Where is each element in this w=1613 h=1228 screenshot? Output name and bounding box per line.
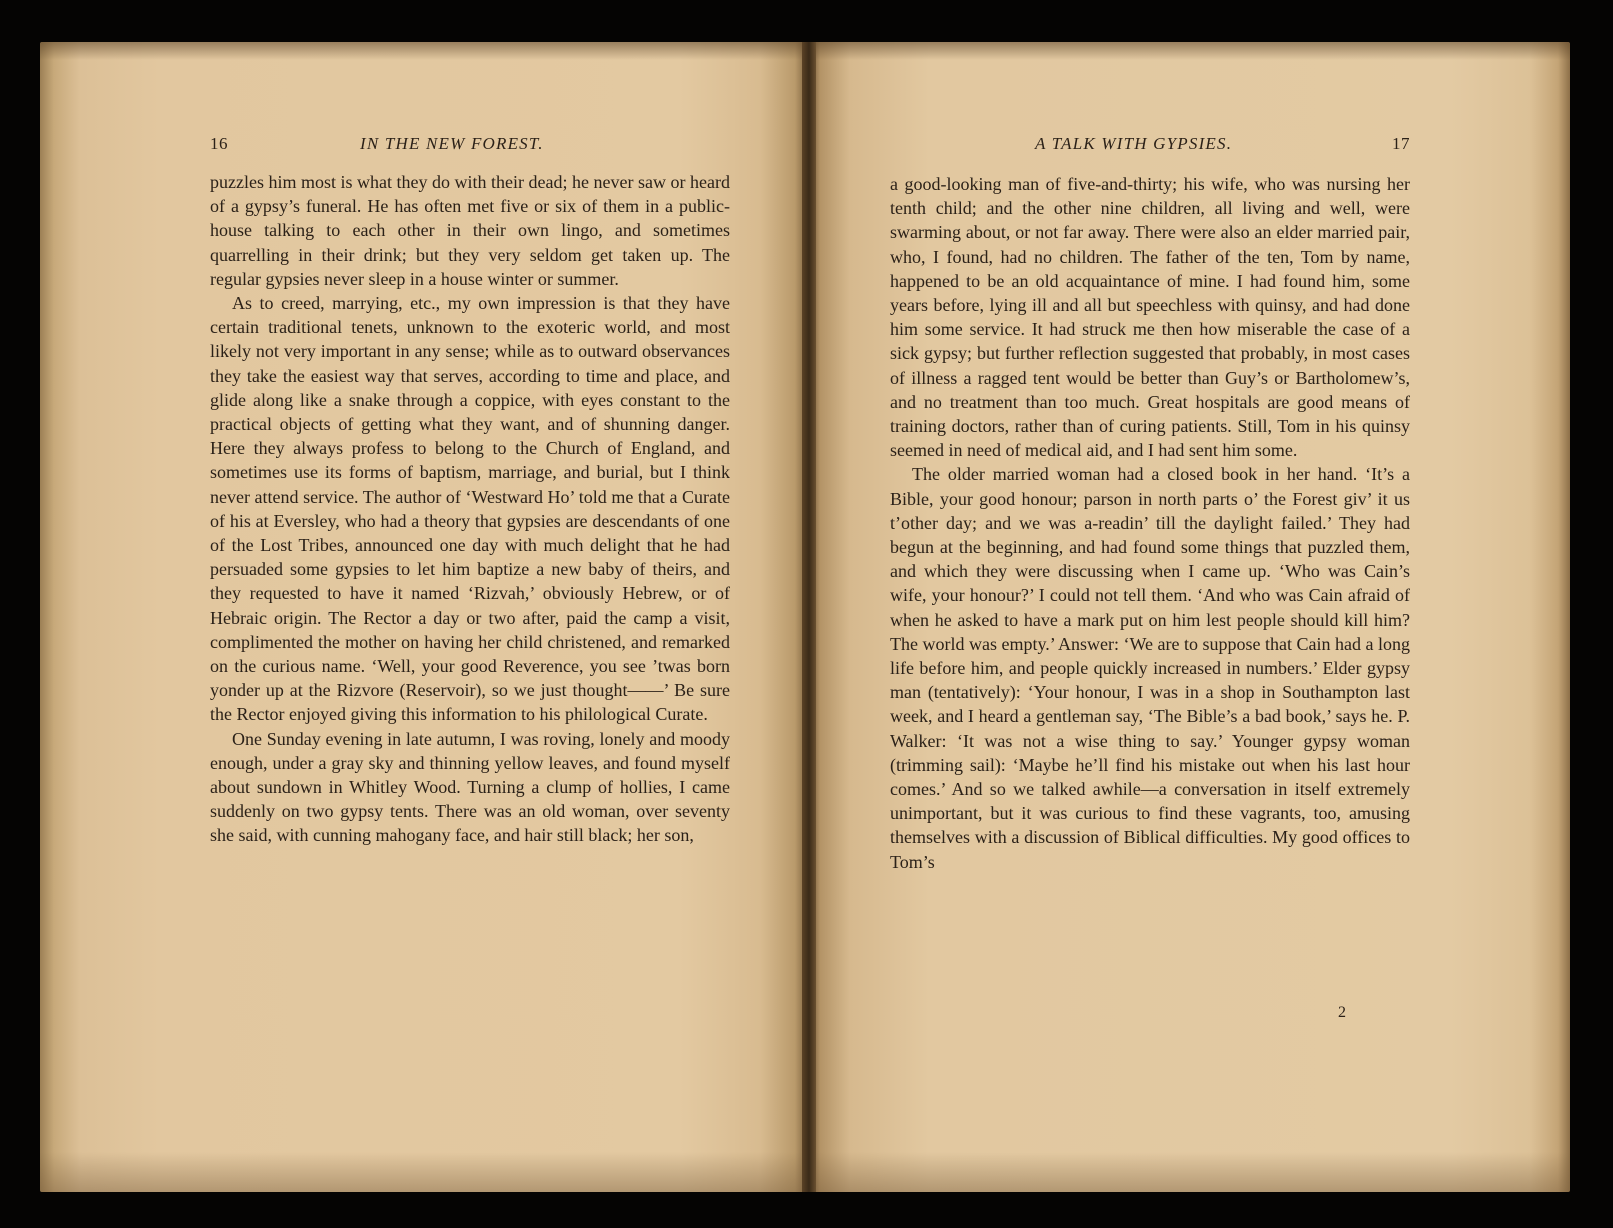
book-spine — [802, 42, 816, 1192]
right-page-body — [890, 172, 1410, 874]
page-number-left: 16 — [210, 134, 228, 153]
page-number-right: 17 — [1392, 134, 1410, 153]
paragraph: As to creed, marrying, etc., my own impression is that they have certain traditional tenets, unknown to the exoteric world, and most likely not very important in any sense; while as to outward observances they take the easiest way that serves, according to time and place, and glide along like a snake through a coppice, with eyes constant to the practical objects of getting what they want, and of shunning danger. Here they always profess to belong to the Church of England, and sometimes use its forms of baptism, marriage, and burial, but I think never attend service. The author of ‘Westward Ho’ told me that a Curate of his at Eversley, who had a theory that gypsies are descendants of one of the Lost Tribes, announced one day with much delight that he had persuaded some gypsies to let him baptize a new baby of theirs, and they requested to have it named ‘Rizvah,’ obviously Hebrew, or of Hebraic origin. The Rector a day or two after, paid the camp a visit, complimented the mother on having her child christened, and remarked on the curious name. ‘Well, your good Reverence, you see ’twas born yonder up at the Rizvore (Reservoir), so we just thought——’ Be sure the Rector enjoyed giving this information to his philological Curate. — [210, 293, 730, 725]
signature-mark: 2 — [1338, 1004, 1346, 1021]
left-page — [40, 42, 808, 1192]
running-title-left: IN THE NEW FOREST. — [360, 134, 544, 153]
left-page-body — [210, 170, 730, 848]
page-edge-stain — [810, 1152, 1570, 1192]
page-edge-stain — [40, 42, 808, 60]
right-page — [810, 42, 1570, 1192]
paragraph: a good-looking man of five-and-thirty; his wife, who was nursing her tenth child; and the other nine children, all living and well, were swarming about, or not far away. There were also an elder married pair, who, I found, had no children. The father of the ten, Tom by name, happened to be an old acquaintance of mine. I had found him, some years before, lying ill and all but speechless with quinsy, and had done him some service. It had struck me then how miserable the case of a sick gypsy; but further reflection suggested that probably, in most cases of illness a ragged tent would be better than Guy’s or Bartholomew’s, and no treatment than too much. Great hospitals are good means of training doctors, rather than of curing patients. Still, Tom in his quinsy seemed in need of medical aid, and I had sent him some. — [890, 174, 1410, 461]
paragraph: puzzles him most is what they do with their dead; he never saw or heard of a gypsy’s funeral. He has often met five or six of them in a public-house talking to each other in their own lingo, and sometimes quarrelling in their drink; but they very seldom get taken up. The regular gypsies never sleep in a house winter or summer. — [210, 172, 730, 289]
paragraph: The older married woman had a closed book in her hand. ‘It’s a Bible, your good honour; parson in north parts o’ the Forest giv’ it us t’other day; and we was a-readin’ till the daylight failed.’ They had begun at the beginning, and had found some things that puzzled them, and which they were discussing when I came up. ‘Who was Cain’s wife, your honour?’ I could not tell them. ‘And who was Cain afraid of when he asked to have a mark put on him lest people should kill him? The world was empty.’ Answer: ‘We are to suppose that Cain had a long life before him, and people quickly increased in numbers.’ Elder gypsy man (tentatively): ‘Your honour, I was in a shop in Southampton last week, and I heard a gentleman say, ‘The Bible’s a bad book,’ says he. P. Walker: ‘It was not a wise thing to say.’ Younger gypsy woman (trimming sail): ‘Maybe he’ll find his mistake out when his last hour comes.’ And so we talked awhile—a conversation in itself extremely unimportant, but it was curious to find these vagrants, too, amusing themselves with a discussion of Biblical difficulties. My good offices to Tom’s — [890, 464, 1410, 872]
page-edge-stain — [40, 1152, 808, 1192]
running-title-right: A TALK WITH GYPSIES. — [1035, 134, 1233, 153]
page-edge-stain — [810, 42, 1570, 60]
open-book — [40, 42, 1570, 1192]
paragraph: One Sunday evening in late autumn, I was roving, lonely and moody enough, under a gray sky and thinning yellow leaves, and found myself about sundown in Whitley Wood. Turning a clump of hollies, I came suddenly on two gypsy tents. There was an old woman, over seventy she said, with cunning mahogany face, and hair still black; her son, — [210, 728, 730, 846]
